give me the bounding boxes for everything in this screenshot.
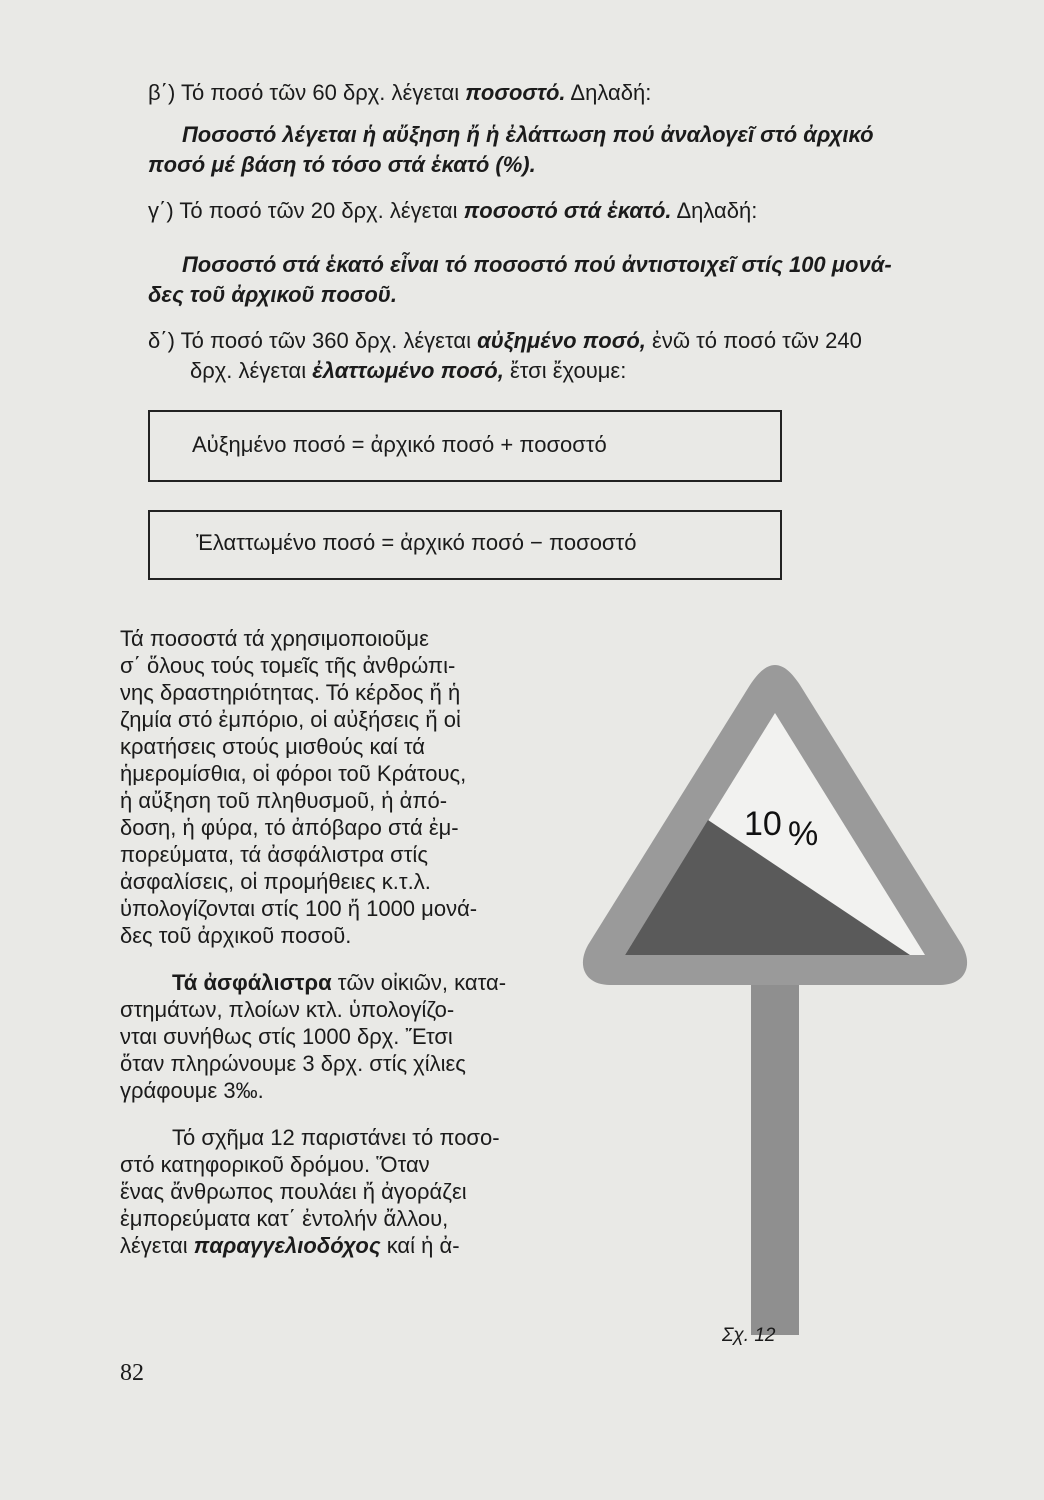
item-d-line2-post: ἔτσι ἔχουμε:: [503, 358, 627, 383]
item-c-label: γ΄): [148, 198, 174, 223]
paragraph-line: ἡμερομίσθια, οἱ φόροι τοῦ Κράτους,: [120, 761, 467, 786]
item-b-term: ποσοστό.: [465, 80, 566, 105]
paragraph-line: Τό σχῆμα 12 παριστάνει τό ποσο-: [172, 1125, 500, 1150]
paragraph-line: Τά ποσοστά τά χρησιμοποιοῦμε: [120, 626, 429, 651]
paragraph-line: στό κατηφορικοῦ δρόμου. Ὅταν: [120, 1152, 430, 1177]
sign-pole: [751, 965, 799, 1335]
paragraph-line: γράφουμε 3‰.: [120, 1078, 264, 1103]
body-column: [120, 625, 560, 1279]
paragraph-line: ζημία στό ἐμπόριο, οἱ αὐξήσεις ἤ οἱ: [120, 707, 461, 732]
item-b-post: Δηλαδή:: [565, 80, 652, 105]
definition-percentage-line2: ποσό μέ βάση τό τόσο στά ἑκατό (%).: [148, 152, 536, 177]
sign-value: 10: [744, 805, 782, 843]
item-d-label: δ΄): [148, 328, 175, 353]
paragraph-uses: [120, 625, 560, 949]
sign-percent: %: [788, 815, 819, 853]
road-sign-figure: [570, 655, 990, 1340]
formula-increased-box: [148, 410, 782, 482]
paragraph-line: πορεύματα, τά ἀσφάλιστρα στίς: [120, 842, 428, 867]
item-b-line: [148, 80, 651, 106]
paragraph-line: δες τοῦ ἀρχικοῦ ποσοῦ.: [120, 923, 352, 948]
item-b-text: Τό ποσό τῶν 60 δρχ. λέγεται: [181, 80, 466, 105]
formula-increased: Αὐξημένο ποσό = ἀρχικό ποσό + ποσοστό: [192, 432, 607, 457]
paragraph-line: ὅταν πληρώνουμε 3 δρχ. στίς χίλιες: [120, 1051, 466, 1076]
item-c-text: Τό ποσό τῶν 20 δρχ. λέγεται: [179, 198, 464, 223]
item-d-line1-text: Τό ποσό τῶν 360 δρχ. λέγεται: [180, 328, 478, 353]
page-number: 82: [120, 1360, 144, 1386]
term-insurance-premiums: Τά ἀσφάλιστρα: [172, 970, 332, 995]
paragraph-line: δοση, ἡ φύρα, τό ἀπόβαρο στά ἐμ-: [120, 815, 459, 840]
item-c-line: [148, 198, 757, 224]
paragraph-insurance: [120, 969, 560, 1104]
item-d-line2: [190, 358, 626, 384]
item-d-term-increased: αὐξημένο ποσό,: [477, 328, 646, 353]
paragraph-line: ἕνας ἄνθρωπος πουλάει ἤ ἀγοράζει: [120, 1179, 467, 1204]
paragraph-line: καί ἡ ἀ-: [380, 1233, 460, 1258]
definition-percent-line2: δες τοῦ ἀρχικοῦ ποσοῦ.: [148, 282, 397, 307]
item-d-term-decreased: ἐλαττωμένο ποσό,: [312, 358, 504, 383]
item-b-label: β΄): [148, 80, 176, 105]
definition-percent-line1: Ποσοστό στά ἑκατό εἶναι τό ποσοστό πού ἀντιστοιχεῖ στίς 100 μονά-: [182, 252, 892, 277]
item-c-post: Δηλαδή:: [671, 198, 758, 223]
paragraph-line: σ΄ ὅλους τούς τομεῖς τῆς ἀνθρώπι-: [120, 653, 456, 678]
item-d-line1-post: ἐνῶ τό ποσό τῶν 240: [645, 328, 862, 353]
paragraph-line: λέγεται: [120, 1233, 194, 1258]
paragraph-line: νης δραστηριότητας. Τό κέρδος ἤ ἡ: [120, 680, 461, 705]
item-d-line1: [148, 328, 862, 354]
paragraph-line: ὑπολογίζονται στίς 100 ἤ 1000 μονά-: [120, 896, 478, 921]
formula-decreased-box: [148, 510, 782, 580]
paragraph-line: νται συνήθως στίς 1000 δρχ. Ἔτσι: [120, 1024, 453, 1049]
paragraph-line: κρατήσεις στούς μισθούς καί τά: [120, 734, 425, 759]
item-d-line2-text: δρχ. λέγεται: [190, 358, 313, 383]
definition-percentage-line1: Ποσοστό λέγεται ἡ αὔξηση ἤ ἡ ἐλάττωση πού ἀναλογεῖ στό ἀρχικό: [182, 122, 874, 147]
figure-caption: Σχ. 12: [722, 1325, 776, 1346]
paragraph-line: ἐμπορεύματα κατ΄ ἐντολήν ἄλλου,: [120, 1206, 449, 1231]
term-commission-agent: παραγγελιοδόχος: [193, 1233, 381, 1258]
formula-decreased: Ἐλαττωμένο ποσό = ἀρχικό ποσό − ποσοστό: [196, 530, 637, 555]
paragraph-line: στημάτων, πλοίων κτλ. ὑπολογίζο-: [120, 997, 455, 1022]
paragraph-line: τῶν οἰκιῶν, κατα-: [331, 970, 507, 995]
paragraph-line: ἀσφαλίσεις, οἱ προμήθειες κ.τ.λ.: [120, 869, 431, 894]
paragraph-figure: [120, 1124, 560, 1259]
paragraph-line: ἡ αὔξηση τοῦ πληθυσμοῦ, ἡ ἀπό-: [120, 788, 448, 813]
item-c-term: ποσοστό στά ἑκατό.: [463, 198, 672, 223]
